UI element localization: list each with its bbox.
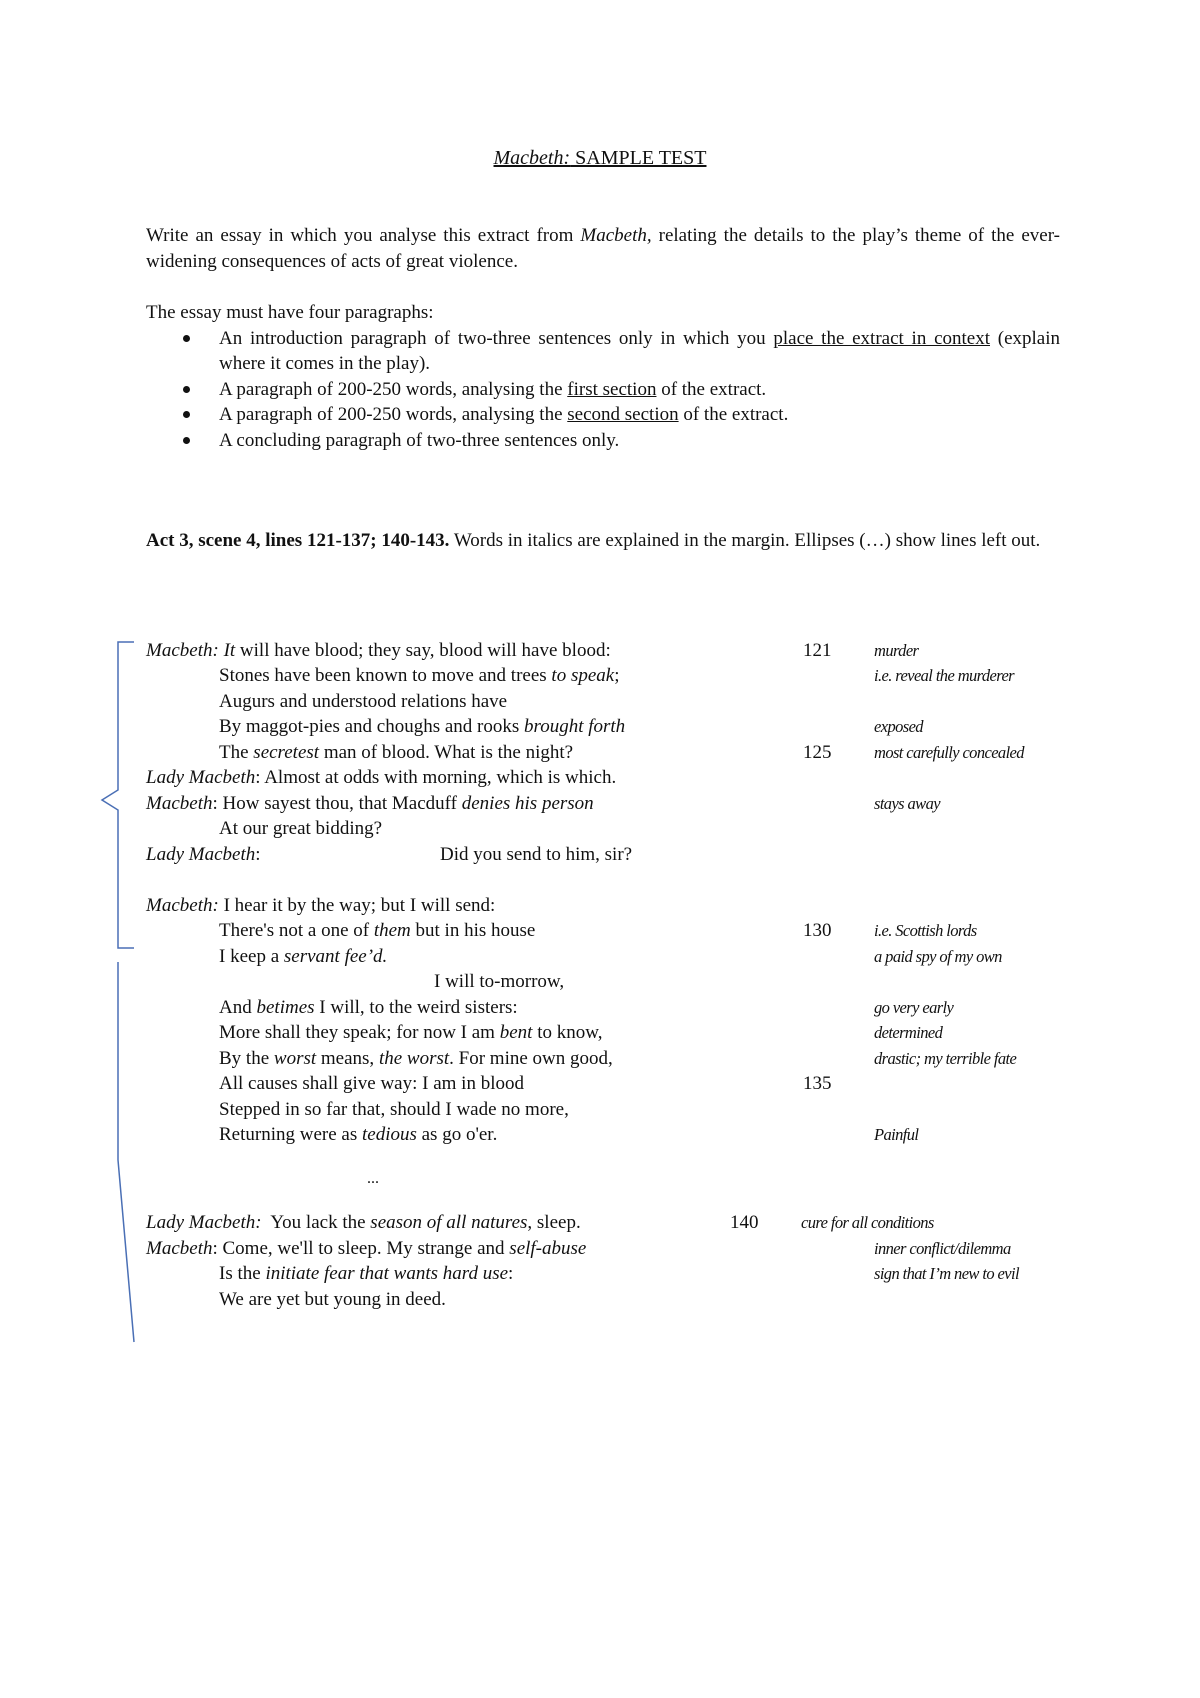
line-text: : [508,1263,514,1284]
intro-text-b: relating the details to the play’s theme of the ever-widening consequences of acts of great violence. [146,225,1060,272]
line-text: We are yet but young in deed. [219,1289,446,1310]
speaker-line-text [146,1210,581,1236]
margin-gloss: most carefully concealed [874,743,1024,762]
line-text: Augurs and understood relations have [219,691,508,712]
line-content [219,995,518,1021]
extract-line [0,791,1200,816]
line-content [219,663,620,689]
extract-line [0,638,1200,663]
req-text: A concluding paragraph of two-three sentences only. [219,429,620,451]
extract-ellipsis [0,1166,1200,1191]
extract-line [0,893,1200,918]
line-text: Stones have been known to move and trees [219,665,552,686]
speaker-line-text [146,791,594,817]
line-text: You lack the [261,1212,371,1233]
speaker-name: Macbeth: [146,640,219,661]
req-underlined: place the extract in context [773,327,990,349]
line-text: More shall they speak; for now I am [219,1022,500,1043]
line-text: . For mine own good, [449,1048,613,1069]
glossed-word: the worst [378,1048,450,1069]
line-content [219,740,573,766]
line-text: will have blood; they say, blood will have blood: [235,640,611,661]
line-text: And [219,997,257,1018]
speaker-name: Macbeth [146,1238,213,1259]
intro-play-name: Macbeth, [580,225,652,246]
extract-line [0,740,1200,765]
glossed-word: season of all natures [370,1212,528,1233]
line-text: Returning were as [219,1124,362,1145]
line-text: Did you send to him, sir? [440,844,633,865]
line-text: By maggot-pies and choughs and rooks [219,716,525,737]
glossed-word: betimes [256,997,315,1018]
speaker-name: Macbeth: [146,895,219,916]
margin-gloss: sign that I’m new to evil [874,1264,1019,1283]
ellipsis-mark: ... [367,1170,379,1187]
line-text: I will to-morrow, [434,971,565,992]
extract-line [0,1020,1200,1045]
margin-gloss: i.e. Scottish lords [874,921,977,940]
line-text: Stepped in so far that, should I wade no more, [219,1099,569,1120]
margin-gloss: i.e. reveal the murderer [874,666,1015,685]
extract-line [0,689,1200,714]
req-text: An introduction paragraph of two-three sentences only in which you [219,327,774,349]
line-number: 125 [803,742,832,763]
line-text: ; [614,665,620,686]
margin-gloss: exposed [874,717,923,736]
line-text: : Almost at odds with morning, which is which. [255,767,617,788]
glossed-word: worst [273,1048,317,1069]
req-text-end: of the extract. [678,404,789,425]
glossed-word: them [373,920,411,941]
margin-gloss: determined [874,1023,943,1042]
extract-reference-bold: Act 3, scene 4, lines 121-137; 140-143. [146,530,450,551]
margin-gloss: drastic; my terrible fate [874,1049,1017,1068]
line-number: 130 [803,920,832,941]
speaker-line-text [146,1236,586,1262]
line-text: Is the [219,1263,266,1284]
glossed-word: initiate fear that wants hard use [265,1263,509,1284]
extract-line [0,1210,1200,1235]
margin-gloss: go very early [874,998,954,1017]
line-content [219,714,625,740]
requirements-lead: The essay must have four paragraphs: [146,302,434,323]
extract-line [0,918,1200,943]
glossed-word: denies his person [461,793,594,814]
line-text: : [255,844,261,865]
line-text: : How sayest thou, that Macduff [212,793,462,814]
req-underlined: second section [567,404,679,425]
line-text: All causes shall give way: I am in blood [219,1073,524,1094]
extract-line [0,816,1200,841]
extract-line [0,1287,1200,1312]
speaker-name: Lady Macbeth: [146,1212,262,1233]
extract-line [0,995,1200,1020]
glossed-word: secretest [253,742,320,763]
req-text-end: of the extract. [656,378,767,400]
intro-text-a: Write an essay in which you analyse this extract from [146,225,581,246]
line-text: to know, [532,1022,603,1043]
speaker-line-text [146,842,261,868]
speaker-name: Lady Macbeth [146,767,256,788]
line-text: I will, to the weird sisters: [314,997,518,1018]
extract-line [0,1122,1200,1147]
title-play-name: Macbeth: [493,147,571,169]
line-text: The [219,742,254,763]
extract-line [0,765,1200,790]
speaker-line-text [146,765,616,791]
margin-gloss: murder [874,641,919,660]
req-underlined: first section [567,378,657,400]
speaker-name: Lady Macbeth [146,844,256,865]
extract-line [0,1236,1200,1261]
extract-line [0,1097,1200,1122]
line-content [219,1122,497,1148]
extract-line [0,944,1200,969]
extract-line [0,663,1200,688]
line-text: I hear it by the way; but I will send: [218,895,496,916]
glossed-word: tedious [361,1124,417,1145]
line-content [219,1046,613,1072]
margin-gloss: stays away [874,794,940,813]
req-text-end: (explain where it comes in the play). [219,327,1060,374]
line-number: 140 [730,1212,759,1233]
glossed-word: self-abuse [509,1238,587,1259]
line-text: There's not a one of [219,920,374,941]
line-number: 135 [803,1073,832,1094]
extract-line [0,1071,1200,1096]
extract-line [0,969,1200,994]
line-text: but in his house [410,920,536,941]
extract-line [0,1046,1200,1071]
line-content [219,918,535,944]
extract-reference-note: Words in italics are explained in the margin. Ellipses (…) show lines left out. [449,530,1041,551]
line-content [219,1020,602,1046]
speaker-line-text [146,638,611,664]
line-text: man of blood. What is the night? [319,742,574,763]
speaker-name: Macbeth [146,793,213,814]
extract-line [0,714,1200,739]
margin-gloss: inner conflict/dilemma [874,1239,1011,1258]
req-text: A paragraph of 200-250 words, analysing the [219,404,568,425]
line-text: By the [219,1048,274,1069]
line-text: : Come, we'll to sleep. My strange and [212,1238,510,1259]
line-text: I keep a [219,946,284,967]
margin-gloss: cure for all conditions [801,1213,934,1232]
glossed-word: servant fee’d. [283,946,388,967]
line-text: means, [316,1048,379,1069]
title-rest: SAMPLE TEST [570,147,707,169]
req-text: A paragraph of 200-250 words, analysing the [219,378,568,400]
glossed-word: It [218,640,236,661]
line-content [219,1261,513,1287]
line-text: as go o'er. [416,1124,498,1145]
speaker-line-text [146,893,495,919]
line-content [219,944,387,970]
line-text: , sleep. [527,1212,581,1233]
glossed-word: to speak [551,665,615,686]
margin-gloss: Painful [874,1125,919,1144]
glossed-word: bent [499,1022,533,1043]
line-number: 121 [803,640,832,661]
glossed-word: brought forth [524,716,626,737]
extract-line [0,1261,1200,1286]
extract-line [0,842,1200,867]
line-text: At our great bidding? [219,818,383,839]
margin-gloss: a paid spy of my own [874,947,1002,966]
